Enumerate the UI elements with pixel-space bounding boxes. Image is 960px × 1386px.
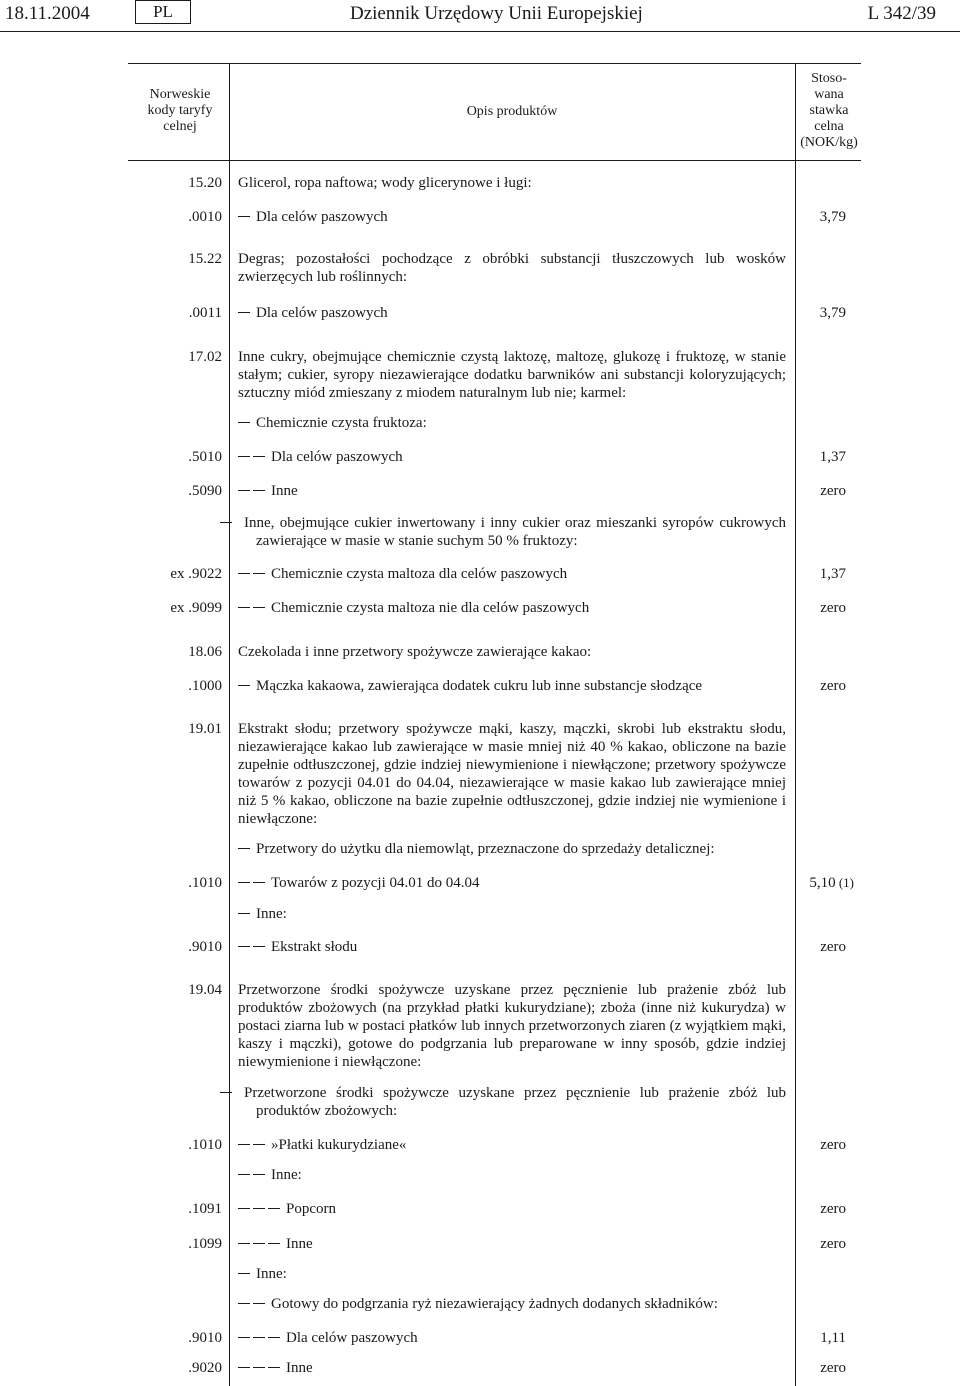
description-text: Ekstrakt słodu: [271, 939, 358, 955]
tariff-code: 19.01: [188, 721, 222, 737]
description-text: Inne, obejmujące cukier inwertowany i inny cukier oraz mieszanki syropów cukrowych zawierające w masie w stanie suchym 50 % fruktozy:: [244, 515, 786, 549]
dash: [238, 685, 250, 686]
indent-dashes: [238, 840, 250, 858]
product-description: [238, 874, 480, 892]
rate-value: 3,79: [819, 209, 846, 225]
applied-rate: [820, 1200, 846, 1218]
indent-dashes: [238, 1295, 265, 1313]
tariff-code: 17.02: [188, 349, 222, 365]
dash: [253, 1208, 265, 1209]
indent-dashes: [238, 1200, 280, 1218]
table-header-rule: [128, 160, 861, 161]
indent-dashes: [238, 1329, 280, 1347]
dash: [253, 1144, 265, 1145]
description-text: Towarów z pozycji 04.01 do 04.04: [271, 875, 480, 891]
description-text: Gotowy do podgrzania ryż niezawierający żadnych dodanych składników:: [271, 1296, 718, 1312]
applied-rate: [809, 874, 854, 892]
dash: [253, 573, 265, 574]
description-text: Chemicznie czysta fruktoza:: [256, 415, 427, 431]
dash: [253, 882, 265, 883]
description-text: Popcorn: [286, 1201, 336, 1217]
description-text: Mączka kakaowa, zawierająca dodatek cukru lub inne substancje słodzące: [256, 678, 703, 694]
description-text: Czekolada i inne przetwory spożywcze zawierające kakao:: [238, 644, 592, 660]
tariff-code: 15.22: [188, 251, 222, 267]
description-text: Przetwory do użytku dla niemowląt, przeznaczone do sprzedaży detalicznej:: [256, 841, 715, 857]
rate-value: zero: [820, 1137, 846, 1153]
description-text: Dla celów paszowych: [256, 305, 388, 321]
product-description: [238, 448, 403, 466]
footnote-reference: (1): [835, 875, 854, 890]
tariff-code: .5010: [188, 449, 222, 465]
description-text: Inne:: [256, 906, 287, 922]
rate-value: zero: [820, 1236, 846, 1252]
rate-value: zero: [820, 600, 846, 616]
description-text: Przetworzone środki spożywcze uzyskane przez pęcznienie lub prażenie zbóż lub produktów zbożowych:: [244, 1085, 786, 1119]
dash: [220, 522, 232, 523]
description-text: Inne cukry, obejmujące chemicznie czystą laktozę, maltozę, glukozę i fruktozę, w stanie stałym; cukier, syropy niezawierające dodatku barwników ani substancji koloryzujących; sztuczny miód zmieszany z miodem naturalnym lub nie; karmel:: [238, 349, 786, 401]
product-description: [238, 677, 702, 695]
product-description: [238, 1200, 336, 1218]
indent-dashes: [238, 1265, 250, 1283]
page-reference: L 342/39: [867, 3, 936, 24]
rate-value: 1,37: [819, 566, 846, 582]
dash: [238, 1303, 250, 1304]
dash: [253, 607, 265, 608]
product-description: [238, 1265, 287, 1283]
dash: [253, 456, 265, 457]
product-description: [238, 514, 786, 550]
description-text: Inne: [271, 483, 298, 499]
product-description: [238, 720, 786, 828]
description-text: Przetworzone środki spożywcze uzyskane przez pęcznienie lub prażenie zbóż lub produktów zbożowych (na przykład płatki kukurydziane); zboża (inne niż kukurydza) w postaci ziarna lub w postaci płatków lub innych przetworzonych ziaren (z wyjątkiem mąki, kaszy i mączki), gotowe do podgrzania lub preparowane w inny sposób, gdzie indziej niewymienione i niewłączone:: [238, 982, 786, 1070]
column-header-codes: Norweskie kody taryfy celnej: [147, 87, 213, 134]
rate-value: 5,10: [809, 875, 836, 891]
description-text: Dla celów paszowych: [271, 449, 403, 465]
column-divider-left: [229, 63, 230, 1386]
applied-rate: [820, 938, 846, 956]
indent-dashes: [238, 1359, 280, 1377]
tariff-code: .0011: [188, 305, 222, 321]
applied-rate: [820, 1235, 846, 1253]
product-description: [238, 304, 388, 322]
indent-dashes: [238, 448, 265, 466]
dash: [238, 1144, 250, 1145]
tariff-code: .1010: [188, 1137, 222, 1153]
dash: [253, 1174, 265, 1175]
indent-dashes: [238, 1166, 265, 1184]
dash: [253, 1367, 265, 1368]
rate-value: zero: [820, 1201, 846, 1217]
applied-rate: [820, 677, 846, 695]
dash: [238, 216, 250, 217]
product-description: [238, 348, 786, 402]
publication-date: 18.11.2004: [5, 3, 90, 24]
product-description: [238, 905, 287, 923]
indent-dashes: [238, 938, 265, 956]
description-text: Dla celów paszowych: [286, 1330, 418, 1346]
product-description: [238, 938, 357, 956]
dash: [238, 882, 250, 883]
dash: [268, 1208, 280, 1209]
tariff-code: .1099: [188, 1236, 222, 1252]
product-description: [238, 1136, 406, 1154]
description-text: Inne: [286, 1236, 313, 1252]
product-description: [238, 208, 388, 226]
applied-rate: [820, 1329, 846, 1347]
applied-rate: [820, 448, 846, 466]
applied-rate: [820, 1136, 846, 1154]
indent-dashes: [238, 599, 265, 617]
product-description: [238, 174, 532, 192]
product-description: [238, 1329, 418, 1347]
tariff-code: .1091: [188, 1201, 222, 1217]
indent-dashes: [238, 304, 250, 322]
dash: [238, 1273, 250, 1274]
tariff-code: .5090: [188, 483, 222, 499]
product-description: [238, 1166, 302, 1184]
tariff-code: ex .9022: [170, 566, 222, 582]
description-text: Dla celów paszowych: [256, 209, 388, 225]
rate-value: zero: [820, 483, 846, 499]
tariff-code: .9020: [188, 1360, 222, 1376]
product-description: [238, 565, 567, 583]
indent-dashes: [238, 482, 265, 500]
dash: [253, 1243, 265, 1244]
journal-title: Dziennik Urzędowy Unii Europejskiej: [350, 3, 643, 24]
dash: [238, 573, 250, 574]
rate-value: zero: [820, 678, 846, 694]
product-description: [238, 482, 298, 500]
column-header-description: Opis produktów: [466, 104, 558, 119]
description-text: Degras; pozostałości pochodzące z obróbki substancji tłuszczowych lub wosków zwierzęcych lub roślinnych:: [238, 251, 786, 285]
indent-dashes: [238, 677, 250, 695]
dash: [238, 946, 250, 947]
dash: [268, 1243, 280, 1244]
tariff-code: .1010: [188, 875, 222, 891]
description-text: Glicerol, ropa naftowa; wody glicerynowe i ługi:: [238, 175, 532, 191]
dash: [238, 1367, 250, 1368]
dash: [238, 490, 250, 491]
dash: [268, 1337, 280, 1338]
dash: [253, 490, 265, 491]
applied-rate: [820, 565, 846, 583]
dash: [238, 607, 250, 608]
rate-value: 3,79: [819, 305, 846, 321]
product-description: [238, 599, 589, 617]
dash: [238, 456, 250, 457]
language-badge: PL: [135, 0, 191, 24]
product-description: [238, 1295, 718, 1313]
product-description: [238, 643, 591, 661]
indent-dashes: [238, 905, 250, 923]
tariff-code: .0010: [188, 209, 222, 225]
applied-rate: [820, 304, 846, 322]
tariff-code: ex .9099: [170, 600, 222, 616]
dash: [238, 1243, 250, 1244]
tariff-code: .9010: [188, 939, 222, 955]
header-rule: [0, 31, 960, 32]
dash: [253, 1303, 265, 1304]
indent-dashes: [238, 1136, 265, 1154]
applied-rate: [820, 1359, 846, 1377]
description-text: Chemicznie czysta maltoza nie dla celów paszowych: [271, 600, 590, 616]
product-description: [238, 1084, 786, 1120]
tariff-code: 15.20: [188, 175, 222, 191]
column-divider-right: [795, 63, 796, 1386]
applied-rate: [820, 482, 846, 500]
tariff-code: 18.06: [188, 644, 222, 660]
tariff-code: .1000: [188, 678, 222, 694]
description-text: »Płatki kukurydziane«: [271, 1137, 407, 1153]
product-description: [238, 1359, 313, 1377]
column-header-rate: Stoso- wana stawka celna (NOK/kg): [800, 71, 858, 150]
rate-value: 1,37: [819, 449, 846, 465]
indent-dashes: [238, 1235, 280, 1253]
applied-rate: [820, 208, 846, 226]
tariff-code: .9010: [188, 1330, 222, 1346]
indent-dashes: [238, 414, 250, 432]
dash: [268, 1367, 280, 1368]
dash: [238, 848, 250, 849]
description-text: Inne:: [256, 1266, 287, 1282]
product-description: [238, 414, 427, 432]
product-description: [238, 981, 786, 1071]
dash: [238, 312, 250, 313]
indent-dashes: [238, 874, 265, 892]
dash: [253, 1337, 265, 1338]
dash: [253, 946, 265, 947]
dash: [238, 1208, 250, 1209]
rate-value: 1,11: [820, 1330, 846, 1346]
product-description: [238, 840, 715, 858]
tariff-code: 19.04: [188, 982, 222, 998]
dash: [238, 1174, 250, 1175]
description-text: Inne: [286, 1360, 313, 1376]
description-text: Chemicznie czysta maltoza dla celów paszowych: [271, 566, 568, 582]
description-text: Ekstrakt słodu; przetwory spożywcze mąki, kaszy, mączki, skrobi lub ekstraktu słodu, niezawierające kakao lub zawierające w masie mniej niż 40 % kakao, obliczone na bazie zupełnie odtłuszczonej, gdzie indziej niewymienione i niewłączone; przetwory spożywcze towarów z pozycji 04.01 do 04.04, niezawierające w masie kakao lub zawierające mniej niż 5 % kakao, obliczone na bazie zupełnie odtłuszczonej, gdzie indziej nie wymienione i niewłączone:: [238, 721, 786, 827]
indent-dashes: [238, 565, 265, 583]
product-description: [238, 250, 786, 286]
dash: [238, 913, 250, 914]
rate-value: zero: [820, 939, 846, 955]
applied-rate: [820, 599, 846, 617]
dash: [220, 1092, 232, 1093]
dash: [238, 422, 250, 423]
rate-value: zero: [820, 1360, 846, 1376]
table-top-rule: [128, 63, 861, 64]
dash: [238, 1337, 250, 1338]
indent-dashes: [238, 208, 250, 226]
description-text: Inne:: [271, 1167, 302, 1183]
product-description: [238, 1235, 313, 1253]
